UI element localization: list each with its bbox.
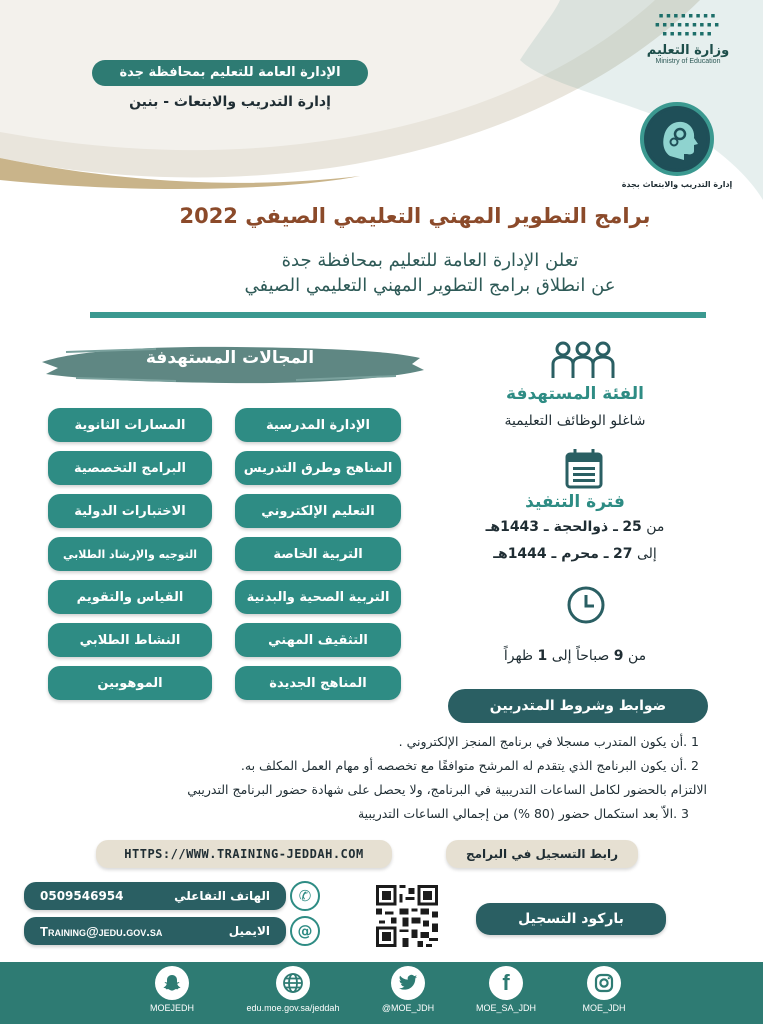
moe-logo-icon: ▪▪▪▪▪▪▪▪ ▪▪▪▪▪▪▪▪▪ ▪▪▪▪▪▪▪ [654,11,722,39]
area-guidance: التوجيه والإرشاد الطلابي [48,537,212,571]
email-address: Training@jedu.gov.sa [40,923,163,939]
area-assessment: القياس والتقويم [48,580,212,614]
registration-url[interactable]: HTTPS://WWW.TRAINING-JEDDAH.COM [96,840,392,868]
twitter-handle: @MOE_JDH [381,1003,435,1013]
footer-snapchat[interactable] [124,966,220,1013]
moe-name-ar: وزارة التعليم [646,43,730,58]
gov-office-pill: الإدارة العامة للتعليم بمحافظة جدة [92,60,368,86]
condition-3b: 3 .الاّ بعد استكمال حضور (80 %) من إجمالي الساعات التدريبية [357,806,689,821]
intro-line-2: عن انطلاق برامج التطوير المهني التعليمي الصيفي [244,275,616,296]
condition-2: 2 .أن يكون البرنامج الذي يتقدم له المرشح متوافقًا مع تخصصه أو مهام العمل المكلف به. [240,758,699,773]
area-gifted: الموهوبين [48,666,212,700]
area-specialized-programs: البرامج التخصصية [48,451,212,485]
facebook-handle: MOE_SA_JDH [475,1003,537,1013]
period-heading: فترة التنفيذ [525,492,625,512]
area-e-learning: التعليم الإلكتروني [235,494,401,528]
conditions-title: ضوابط وشروط المتدربين [448,689,708,723]
area-new-curricula: المناهج الجديدة [235,666,401,700]
time-text [440,648,710,664]
period-from-day: 25 [622,519,642,535]
intro-line-1: تعلن الإدارة العامة للتعليم بمحافظة جدة [281,250,579,271]
barcode-label: باركود التسجيل [476,903,666,935]
instagram-icon [587,966,621,1000]
footer-website[interactable] [238,966,348,1013]
globe-icon [276,966,310,1000]
area-international-tests: الاختبارات الدولية [48,494,212,528]
clock-icon [566,585,606,625]
period-to-rest: ـ محرم ـ 1444هـ [493,546,609,562]
whatsapp-icon: ✆ [290,881,320,911]
period-to-prefix: إلى [636,546,657,562]
moe-logo [633,12,743,65]
condition-3a: الالتزام بالحضور لكامل الساعات التدريبية في البرنامج، ولا يحصل على شهادة حضور البرنامج التدريبي [187,782,707,797]
footer [0,962,763,1024]
area-health-physical: التربية الصحية والبدنية [235,580,401,614]
condition-1: 1 .أن يكون المتدرب مسجلا في برنامج المنجز الإلكتروني . [398,734,699,749]
registration-link-label: رابط التسجيل في البرامج [446,840,638,868]
period-from [440,519,710,535]
period-to-day: 27 [613,546,633,562]
time-from-prefix: من [627,648,647,664]
email-label: الايميل [228,924,270,938]
area-student-activity: النشاط الطلابي [48,623,212,657]
dept-logo [616,102,738,189]
phone-pill[interactable] [24,882,286,910]
areas-title: المجالات المستهدفة [145,348,315,368]
twitter-icon [391,966,425,1000]
area-special-education: التربية الخاصة [235,537,401,571]
time-start-label: صباحاً إلى [551,648,610,664]
footer-twitter[interactable] [360,966,456,1013]
footer-facebook[interactable] [458,966,554,1013]
dept-title: إدارة التدريب والابتعاث - بنين [129,94,331,110]
instagram-handle: MOE_JDH [582,1003,626,1013]
qr-code[interactable] [376,885,438,947]
main-title: برامج التطوير المهني التعليمي الصيفي 2022 [179,204,651,228]
email-pill[interactable] [24,917,286,945]
phone-label: الهاتف التفاعلي [174,889,270,903]
target-text: شاغلو الوظائف التعليمية [504,413,646,429]
time-end: 1 [537,648,548,664]
area-vocational: التثقيف المهني [235,623,401,657]
target-heading: الفئة المستهدفة [506,384,644,404]
snapchat-handle: MOEJEDH [149,1003,194,1013]
dept-logo-caption: إدارة التدريب والابتعاث بجدة [621,180,733,189]
phone-number: 0509546954 [40,889,124,903]
moe-name-en: Ministry of Education [655,58,721,65]
facebook-icon: f [489,966,523,1000]
head-gears-icon [640,102,714,176]
website-url: edu.moe.gov.sa/jeddah [246,1003,340,1013]
at-sign-icon: @ [290,916,320,946]
area-curricula-teaching: المناهج وطرق التدريس [235,451,401,485]
divider [90,312,706,318]
period-from-prefix: من [646,519,665,535]
area-school-administration: الإدارة المدرسية [235,408,401,442]
calendar-icon [564,448,604,490]
area-secondary-tracks: المسارات الثانوية [48,408,212,442]
time-start: 9 [613,648,624,664]
footer-instagram[interactable] [556,966,652,1013]
time-end-label: ظهراً [503,648,534,664]
snapchat-icon [155,966,189,1000]
period-to [440,546,710,562]
period-from-rest: ـ ذوالحجة ـ 1443هـ [485,519,618,535]
people-group-icon [550,340,616,382]
